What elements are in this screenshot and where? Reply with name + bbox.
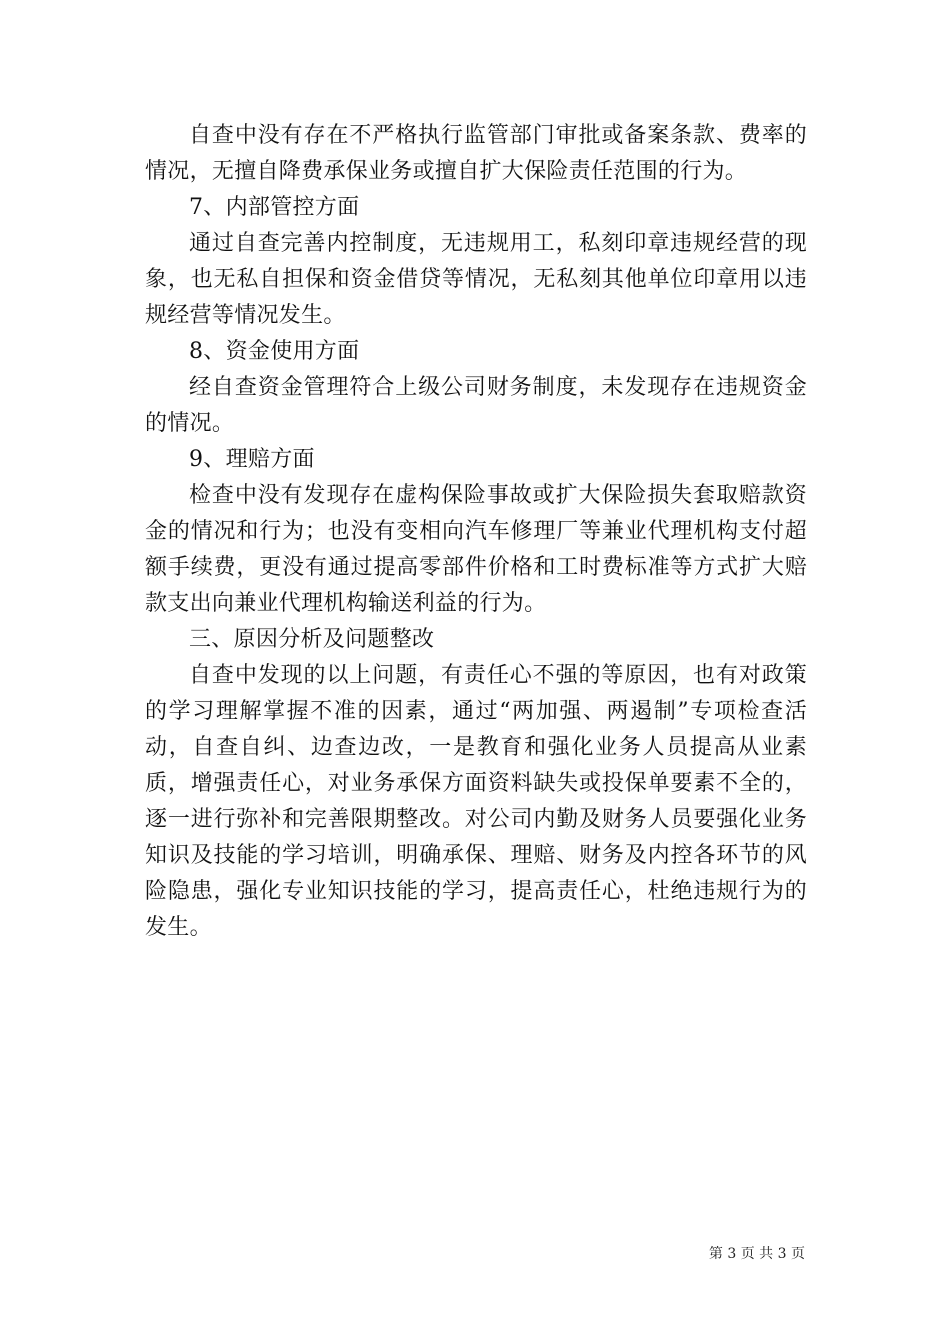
page-number-footer: 第 3 页 共 3 页: [708, 1246, 805, 1262]
section-heading: 8、资金使用方面: [189, 339, 360, 364]
section-heading: 7、内部管控方面: [189, 195, 360, 220]
paragraph: 自查中没有存在不严格执行监管部门审批或备案条款、费率的情况，无擅自降费承保业务或擅自扩大保险责任范围的行为。: [145, 123, 807, 184]
document-body: [145, 118, 807, 946]
paragraph: 经自查资金管理符合上级公司财务制度，未发现存在违规资金的情况。: [145, 375, 807, 436]
paragraph: 检查中没有发现存在虚构保险事故或扩大保险损失套取赔款资金的情况和行为；也没有变相向汽车修理厂等兼业代理机构支付超额手续费，更没有通过提高零部件价格和工时费标准等方式扩大赔款支出向兼业代理机构输送利益的行为。: [145, 483, 807, 616]
paragraph: 自查中发现的以上问题，有责任心不强的等原因，也有对政策的学习理解掌握不准的因素，通过“两加强、两遏制”专项检查活动，自查自纠、边查边改，一是教育和强化业务人员提高从业素质，增强责任心，对业务承保方面资料缺失或投保单要素不全的，逐一进行弥补和完善限期整改。对公司内勤及财务人员要强化业务知识及技能的学习培训，明确承保、理赔、财务及内控各环节的风险隐患，强化专业知识技能的学习，提高责任心，杜绝违规行为的发生。: [145, 663, 807, 940]
section-heading: 9、理赔方面: [189, 447, 315, 472]
section-heading: 三、原因分析及问题整改: [189, 627, 435, 652]
paragraph: 通过自查完善内控制度，无违规用工，私刻印章违规经营的现象，也无私自担保和资金借贷等情况，无私刻其他单位印章用以违规经营等情况发生。: [145, 231, 807, 328]
